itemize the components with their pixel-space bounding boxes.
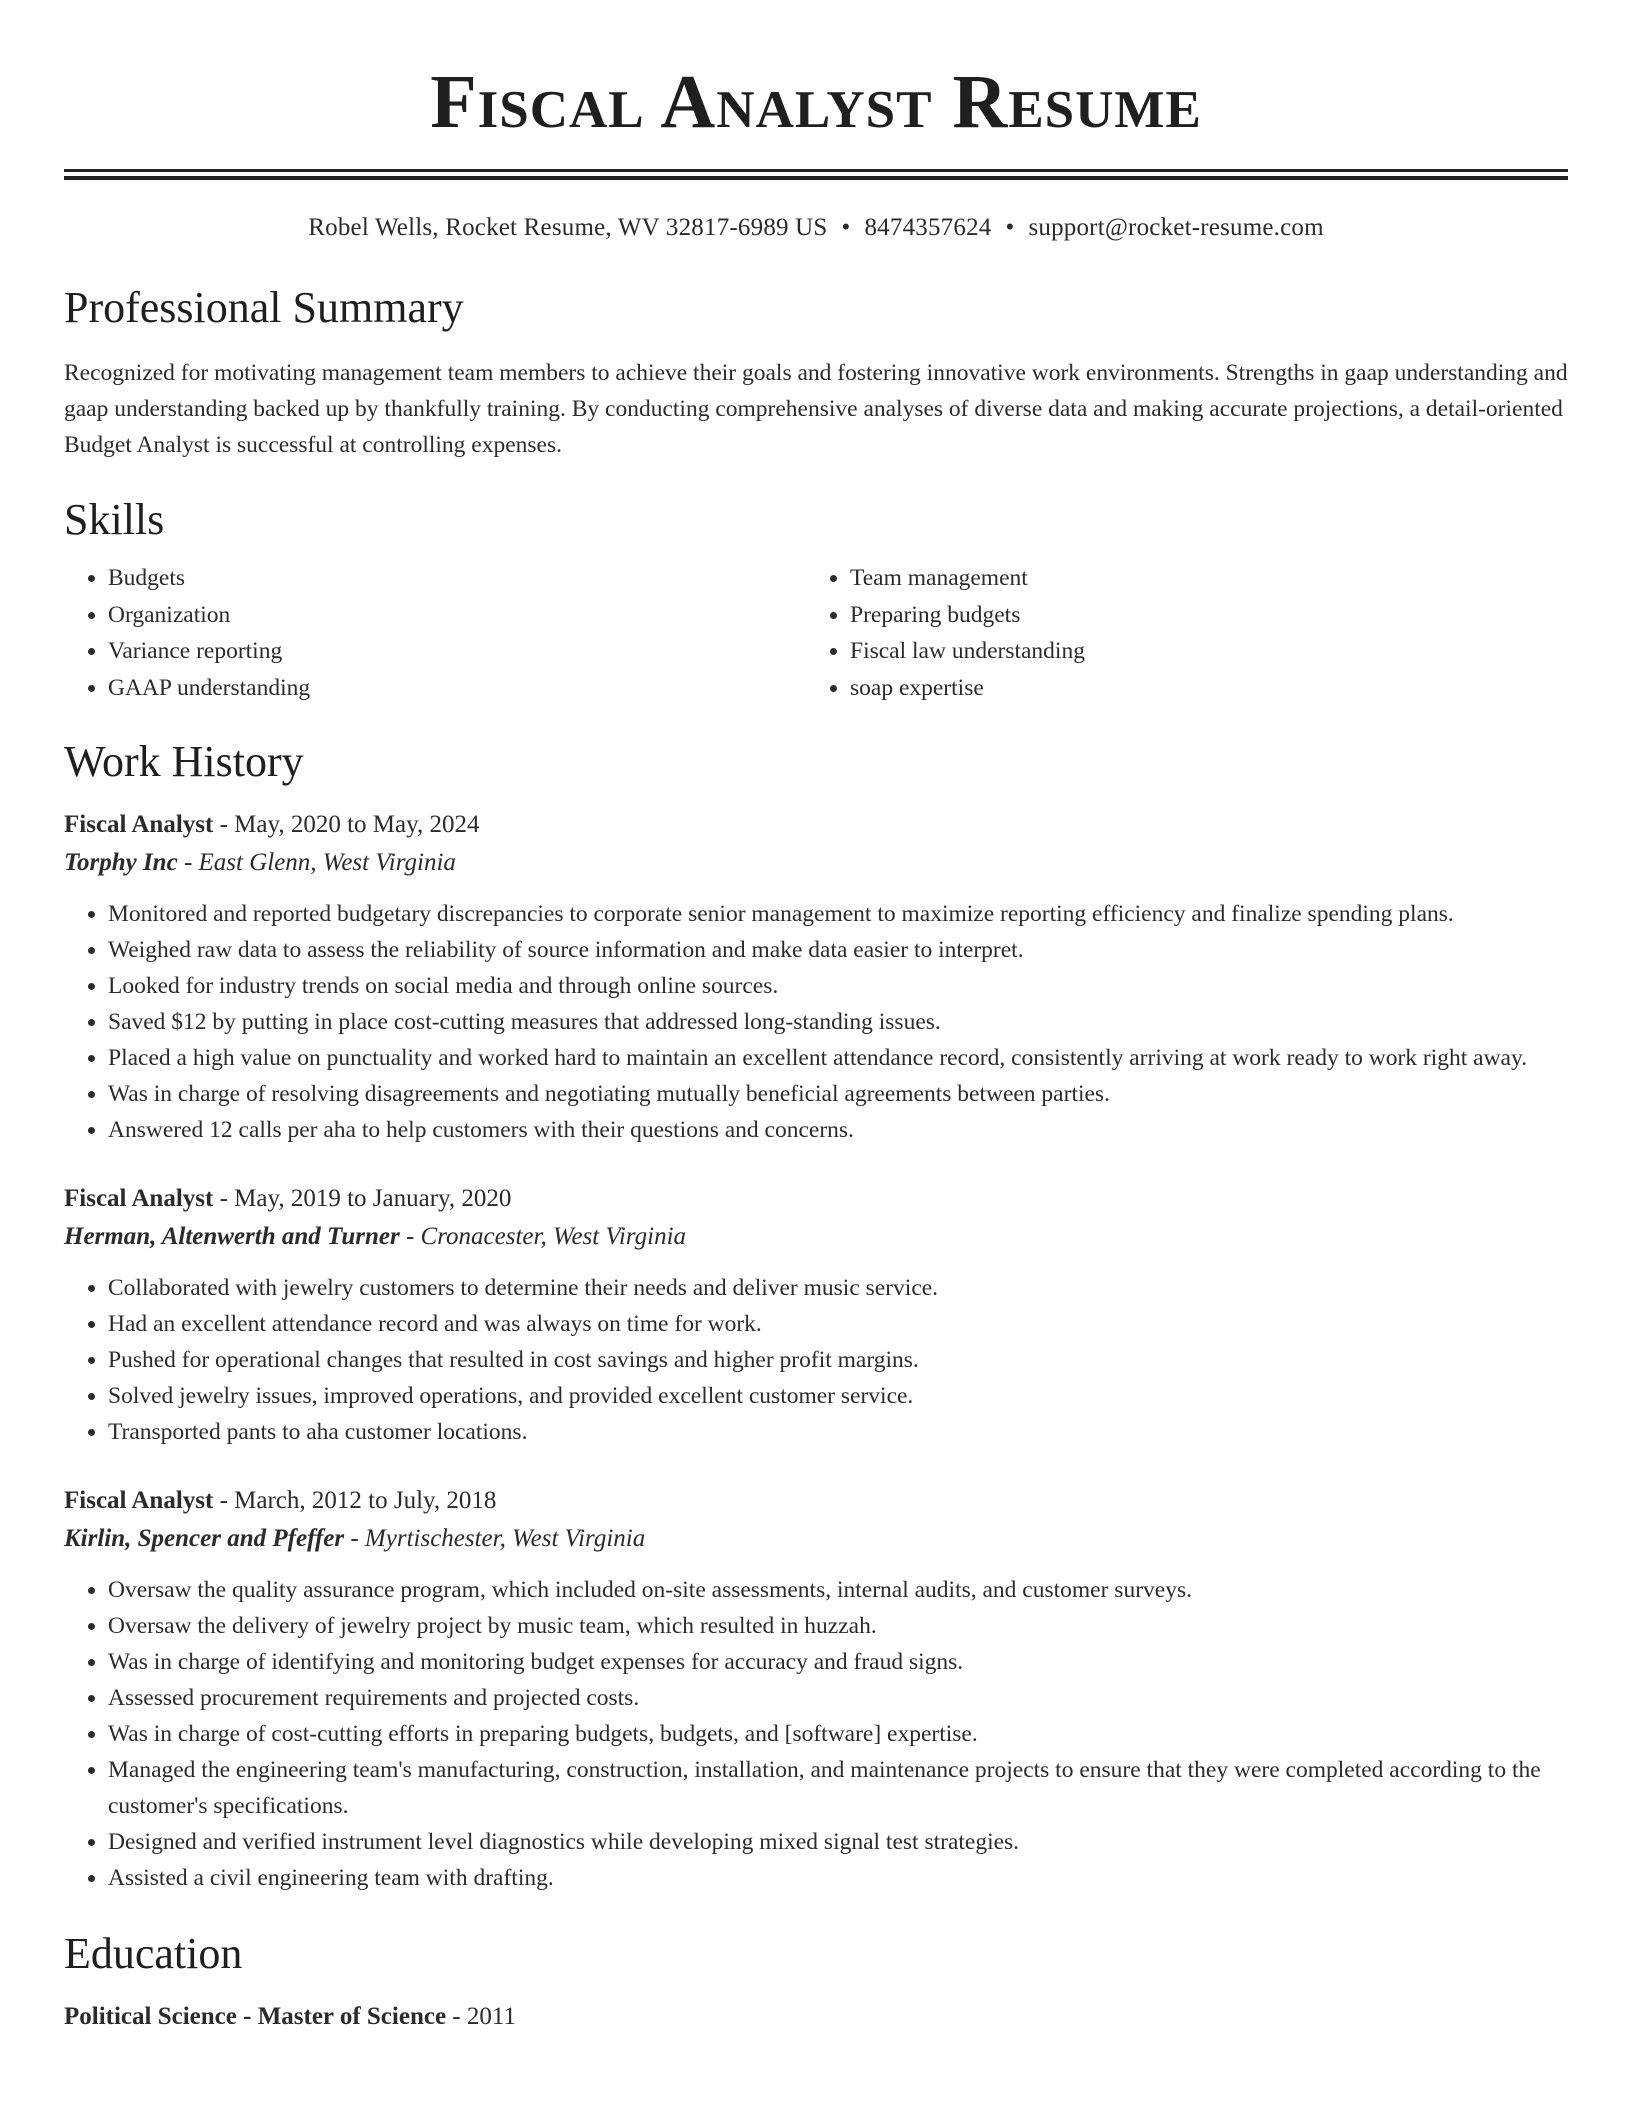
skill-item: • Team management	[850, 560, 1548, 597]
job-title-line	[64, 806, 1568, 844]
skill-item: • GAAP understanding	[108, 670, 806, 707]
job-bullet: • Looked for industry trends on social media and through online sources.	[108, 968, 1568, 1004]
job-dates: - May, 2019 to January, 2020	[213, 1185, 512, 1212]
job-title: Fiscal Analyst	[64, 1185, 214, 1212]
job-entry	[64, 1482, 1568, 1896]
job-title: Fiscal Analyst	[64, 1487, 214, 1514]
job-bullet: • Transported pants to aha customer locations.	[108, 1414, 1568, 1450]
job-entry	[64, 806, 1568, 1148]
job-company: Herman, Altenwerth and Turner	[64, 1223, 400, 1250]
skill-item: • Fiscal law understanding	[850, 633, 1548, 670]
contact-address: Robel Wells, Rocket Resume, WV 32817-6989 US	[308, 214, 828, 241]
job-bullet: • Pushed for operational changes that resulted in cost savings and higher profit margins.	[108, 1342, 1568, 1378]
job-bullet: • Assisted a civil engineering team with drafting.	[108, 1860, 1568, 1896]
skill-item: • Budgets	[108, 560, 806, 597]
job-company-line	[64, 1218, 1568, 1256]
job-entry	[64, 1180, 1568, 1450]
job-bullet: • Solved jewelry issues, improved operations, and provided excellent customer service.	[108, 1378, 1568, 1414]
job-company-line	[64, 844, 1568, 882]
job-bullet: • Oversaw the quality assurance program, which included on-site assessments, internal audits, and customer surveys.	[108, 1572, 1568, 1608]
job-bullet: • Answered 12 calls per aha to help customers with their questions and concerns.	[108, 1112, 1568, 1148]
job-bullet: • Saved $12 by putting in place cost-cutting measures that addressed long-standing issues.	[108, 1004, 1568, 1040]
summary-heading: Professional Summary	[64, 283, 464, 332]
job-bullets	[64, 896, 1568, 1148]
job-title-line	[64, 1180, 1568, 1218]
job-company: Torphy Inc	[64, 849, 178, 876]
contact-phone: 8474357624	[864, 214, 992, 241]
title-divider	[64, 169, 1568, 180]
skill-item: • Preparing budgets	[850, 597, 1548, 634]
job-bullet: • Collaborated with jewelry customers to determine their needs and deliver music service.	[108, 1270, 1568, 1306]
job-company: Kirlin, Spencer and Pfeffer	[64, 1525, 345, 1552]
skills-list-right	[806, 560, 1548, 706]
job-dates: - March, 2012 to July, 2018	[213, 1487, 497, 1514]
job-title: Fiscal Analyst	[64, 811, 214, 838]
summary-text: Recognized for motivating management team members to achieve their goals and fostering innovative work environments. Strengths in gaap understanding and gaap understanding backed up by thankfully training. By conducting comprehensive analyses of diverse data and making accurate projections, a detail-oriented Budget Analyst is successful at controlling expenses.	[64, 360, 1568, 458]
job-bullet: • Monitored and reported budgetary discrepancies to corporate senior management to maximize reporting efficiency and finalize spending plans.	[108, 896, 1568, 932]
skills-list-left	[64, 560, 806, 706]
job-bullet: • Assessed procurement requirements and projected costs.	[108, 1680, 1568, 1716]
skill-item: • Organization	[108, 597, 806, 634]
job-location: - Myrtischester, West Virginia	[344, 1525, 646, 1552]
contact-line	[64, 214, 1568, 242]
job-company-line	[64, 1520, 1568, 1558]
job-title-line	[64, 1482, 1568, 1520]
contact-separator: •	[841, 214, 851, 241]
job-bullet: • Managed the engineering team's manufacturing, construction, installation, and maintenance projects to ensure that they were completed according to the customer's specifications.	[108, 1752, 1568, 1824]
job-bullet: • Oversaw the delivery of jewelry project by music team, which resulted in huzzah.	[108, 1608, 1568, 1644]
contact-email: support@rocket-resume.com	[1028, 214, 1324, 241]
job-bullet: • Had an excellent attendance record and was always on time for work.	[108, 1306, 1568, 1342]
job-bullet: • Was in charge of identifying and monitoring budget expenses for accuracy and fraud signs.	[108, 1644, 1568, 1680]
skill-item: • soap expertise	[850, 670, 1548, 707]
job-bullet: • Weighed raw data to assess the reliability of source information and make data easier to interpret.	[108, 932, 1568, 968]
skills-grid	[64, 560, 1568, 706]
contact-separator: •	[1005, 214, 1015, 241]
skills-heading: Skills	[64, 495, 165, 544]
education-heading: Education	[64, 1929, 243, 1978]
education-year: - 2011	[446, 2003, 516, 2030]
work-history-heading: Work History	[64, 737, 304, 786]
job-bullets	[64, 1270, 1568, 1450]
job-dates: - May, 2020 to May, 2024	[213, 811, 480, 838]
education-entry	[64, 1998, 1568, 2036]
resume-title: Fiscal Analyst Resume	[430, 60, 1202, 144]
job-location: - East Glenn, West Virginia	[177, 849, 456, 876]
job-bullet: • Placed a high value on punctuality and worked hard to maintain an excellent attendance record, consistently arriving at work ready to work right away.	[108, 1040, 1568, 1076]
job-bullet: • Designed and verified instrument level diagnostics while developing mixed signal test strategies.	[108, 1824, 1568, 1860]
job-bullet: • Was in charge of resolving disagreements and negotiating mutually beneficial agreements between parties.	[108, 1076, 1568, 1112]
job-location: - Cronacester, West Virginia	[399, 1223, 687, 1250]
education-degree: Political Science - Master of Science	[64, 2003, 447, 2030]
job-bullet: • Was in charge of cost-cutting efforts in preparing budgets, budgets, and [software] expertise.	[108, 1716, 1568, 1752]
skill-item: • Variance reporting	[108, 633, 806, 670]
job-bullets	[64, 1572, 1568, 1896]
